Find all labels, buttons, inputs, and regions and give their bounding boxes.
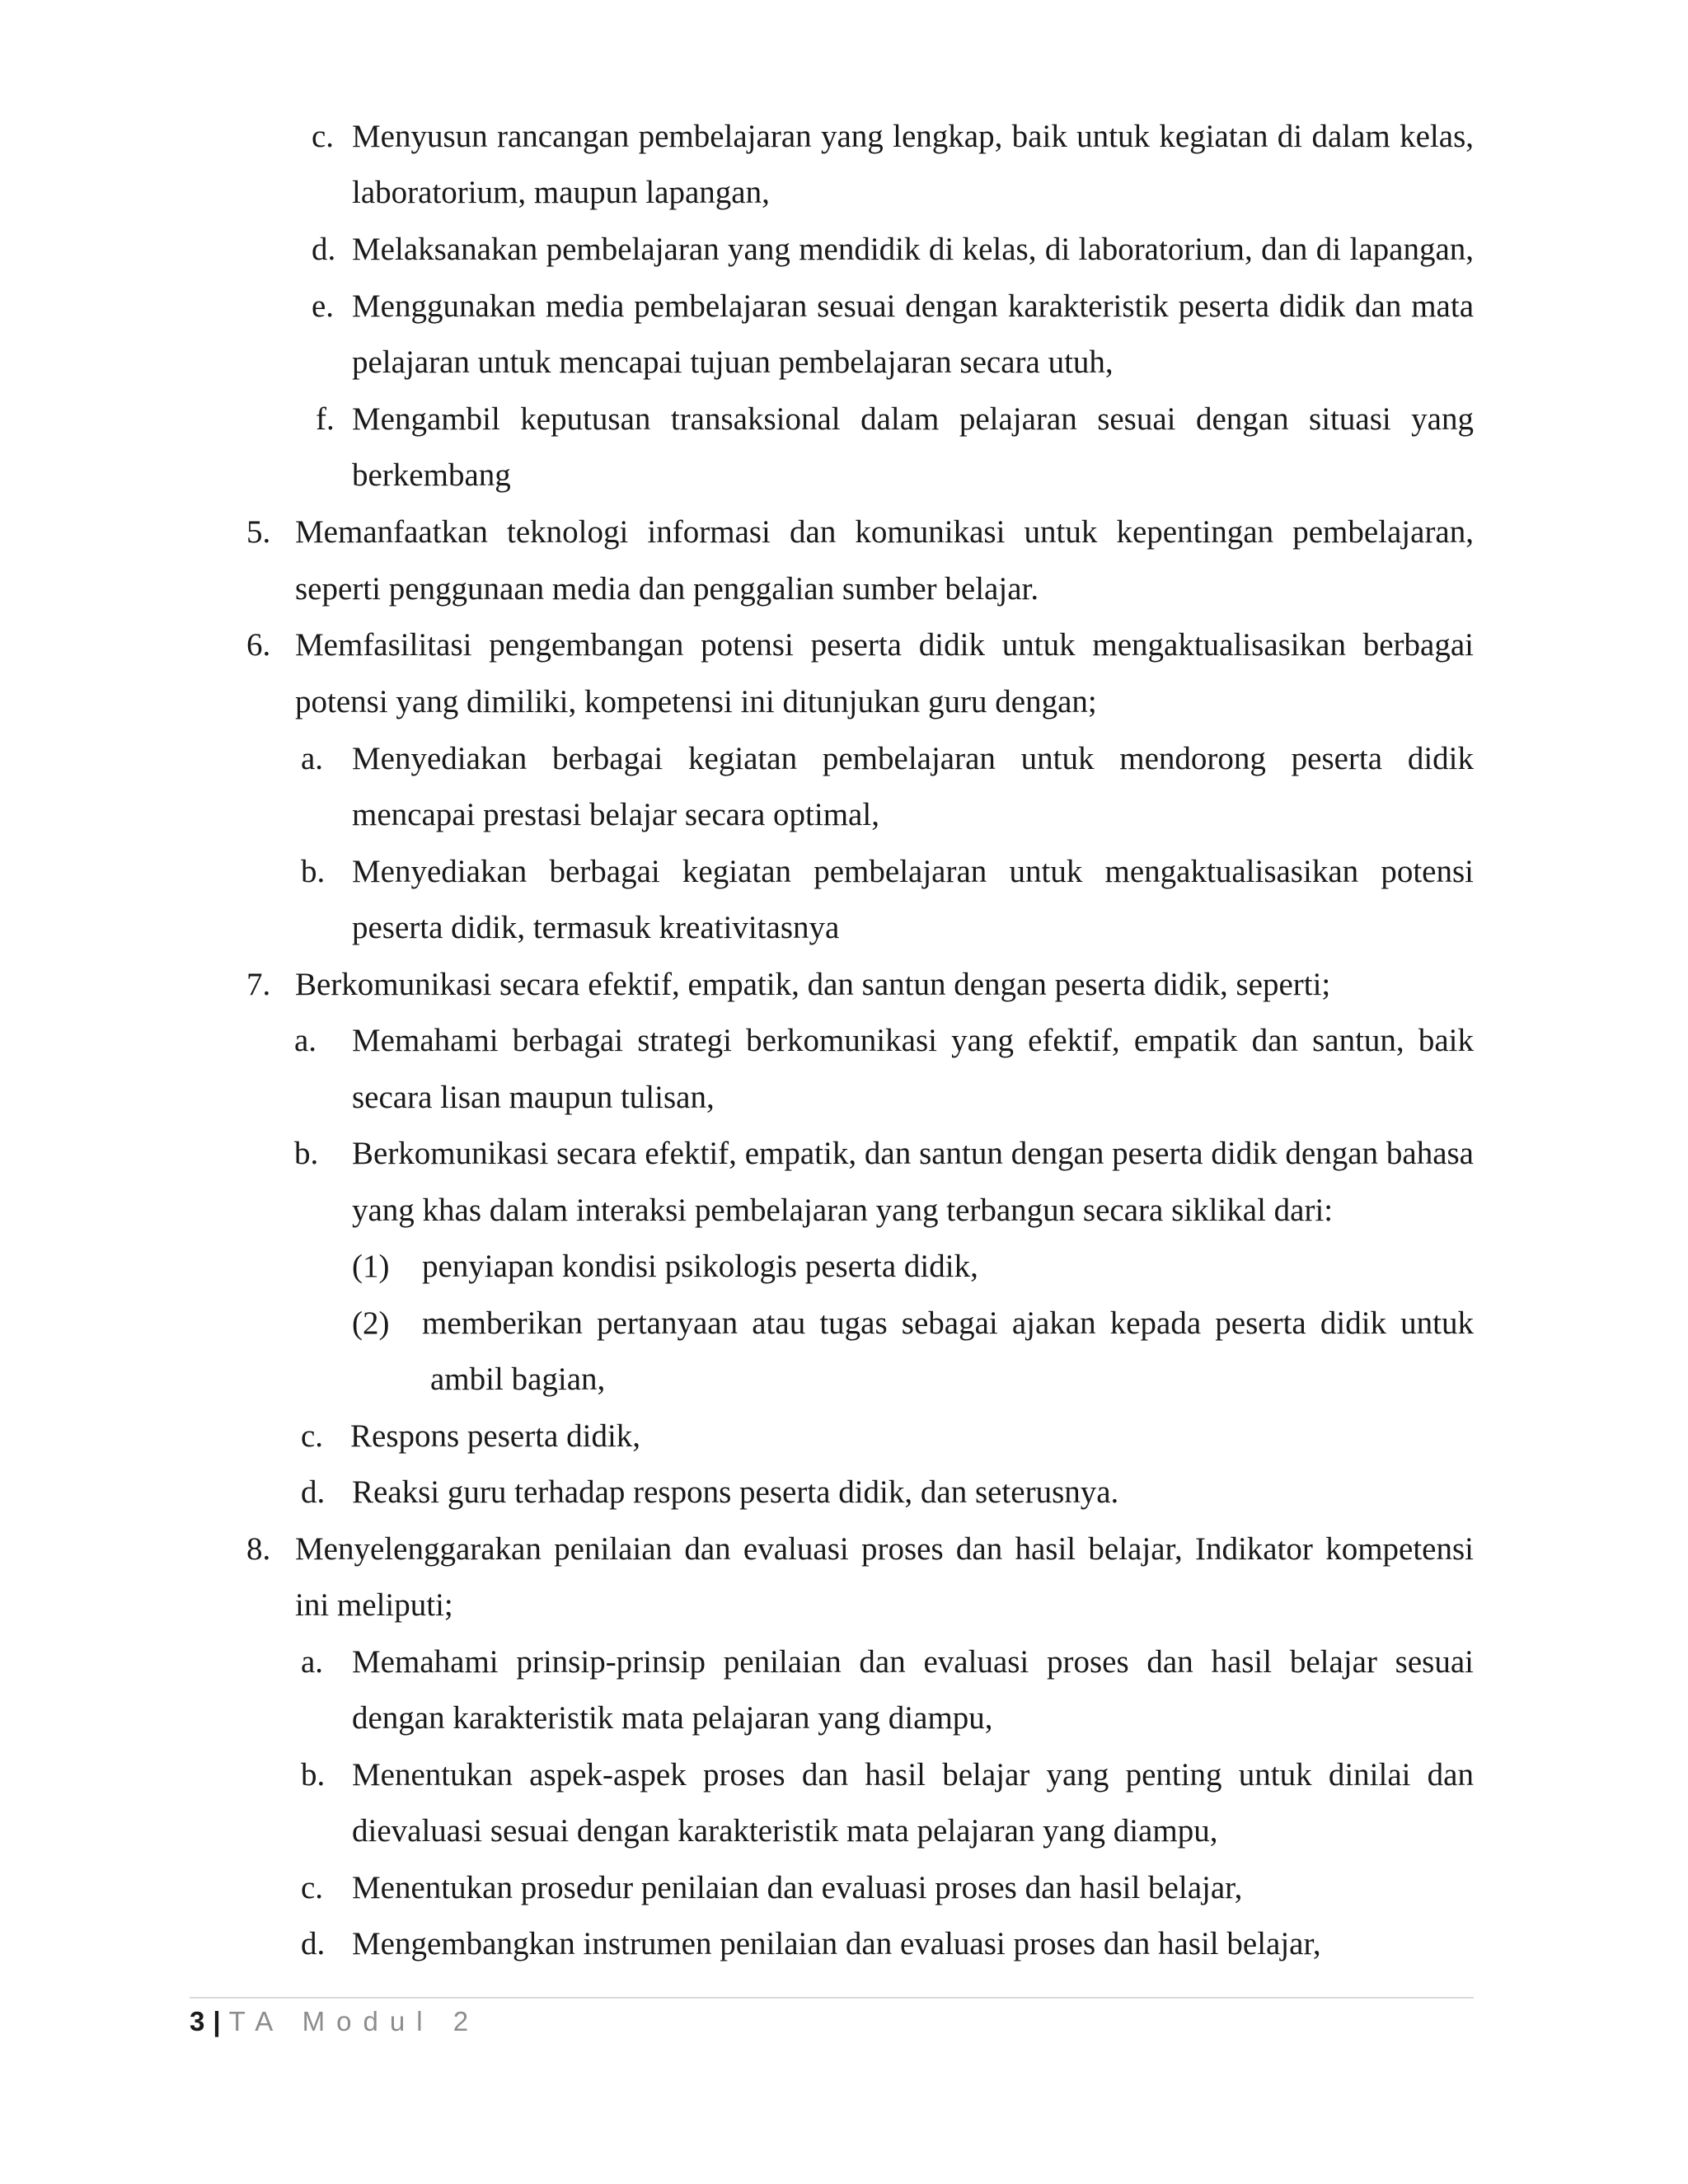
list-marker: 8. [246,1531,271,1567]
list-marker: a. [301,741,324,776]
list-item-text: potensi yang dimiliki, kompetensi ini ditunjukan guru dengan; [295,684,1097,719]
list-marker: 6. [246,627,271,663]
list-item-text: dengan karakteristik mata pelajaran yang diampu, [352,1700,993,1736]
footer-divider [190,1997,1474,1999]
list-item-text: Memfasilitasi pengembangan potensi peserta didik untuk mengaktualisasikan berbagai [295,627,1474,663]
list-item-text: ambil bagian, [430,1361,606,1397]
list-item-text: berkembang [352,457,511,493]
list-marker: d. [312,232,336,267]
list-item-text: Mengambil keputusan transaksional dalam pelajaran sesuai dengan situasi yang [352,401,1474,437]
list-item-text: Memanfaatkan teknologi informasi dan komunikasi untuk kepentingan pembelajaran, [295,514,1474,550]
list-item-text: yang khas dalam interaksi pembelajaran yang terbangun secara siklikal dari: [352,1193,1334,1228]
list-item-text: dievaluasi sesuai dengan karakteristik mata pelajaran yang diampu, [352,1813,1218,1849]
list-item-text: peserta didik, termasuk kreativitasnya [352,910,840,945]
list-marker: 7. [246,967,271,1002]
list-item-text: Menyelenggarakan penilaian dan evaluasi proses dan hasil belajar, Indikator kompetensi [295,1531,1474,1567]
list-item-text: Menentukan aspek-aspek proses dan hasil belajar yang penting untuk dinilai dan [352,1757,1474,1793]
list-item-text: laboratorium, maupun lapangan, [352,175,770,210]
list-item-text: Reaksi guru terhadap respons peserta didik, dan seterusnya. [352,1474,1119,1510]
list-marker: a. [294,1023,317,1058]
list-marker: d. [301,1474,326,1510]
list-item-text: Respons peserta didik, [350,1418,641,1454]
list-marker: c. [301,1870,324,1905]
list-item-text: penyiapan kondisi psikologis peserta didik, [422,1249,978,1284]
footer-label: TA Modul 2 [228,2006,481,2036]
list-marker: c. [312,119,335,154]
list-marker: e. [312,288,335,324]
list-item-text: Menentukan prosedur penilaian dan evaluasi proses dan hasil belajar, [352,1870,1243,1905]
page-footer [190,2004,480,2039]
list-item-text: mencapai prestasi belajar secara optimal, [352,797,879,832]
list-marker: (1) [352,1249,390,1284]
list-marker: f. [316,401,335,437]
list-item-text: Memahami prinsip-prinsip penilaian dan evaluasi proses dan hasil belajar sesuai [352,1644,1474,1680]
list-marker: 5. [246,514,271,550]
list-item-text: seperti penggunaan media dan penggalian sumber belajar. [295,571,1039,607]
list-item-text: Berkomunikasi secara efektif, empatik, dan santun dengan peserta didik dengan bahasa [352,1136,1474,1171]
list-item-text: pelajaran untuk mencapai tujuan pembelajaran secara utuh, [352,344,1114,380]
footer-separator: | [213,2006,221,2036]
list-marker: d. [301,1926,326,1961]
list-marker: b. [294,1136,319,1171]
list-marker: b. [301,854,326,889]
list-item-text: memberikan pertanyaan atau tugas sebagai ajakan kepada peserta didik untuk [422,1305,1474,1341]
page-number: 3 [190,2006,205,2036]
list-marker: c. [301,1418,324,1454]
list-item-text: Memahami berbagai strategi berkomunikasi yang efektif, empatik dan santun, baik [352,1023,1474,1058]
list-item-text: secara lisan maupun tulisan, [352,1080,715,1115]
list-marker: b. [301,1757,326,1793]
list-item-text: Menyediakan berbagai kegiatan pembelajaran untuk mendorong peserta didik [352,741,1474,776]
list-item-text: ini meliputi; [295,1587,453,1623]
list-marker: (2) [352,1305,390,1341]
list-item-text: Menyusun rancangan pembelajaran yang lengkap, baik untuk kegiatan di dalam kelas, [352,119,1474,154]
list-item-text: Berkomunikasi secara efektif, empatik, dan santun dengan peserta didik, seperti; [295,967,1331,1002]
list-item-text: Mengembangkan instrumen penilaian dan evaluasi proses dan hasil belajar, [352,1926,1321,1961]
list-item-text: Melaksanakan pembelajaran yang mendidik di kelas, di laboratorium, dan di lapangan, [352,232,1474,267]
list-marker: a. [301,1644,324,1680]
list-item-text: Menyediakan berbagai kegiatan pembelajaran untuk mengaktualisasikan potensi [352,854,1474,889]
list-item-text: Menggunakan media pembelajaran sesuai dengan karakteristik peserta didik dan mata [352,288,1474,324]
